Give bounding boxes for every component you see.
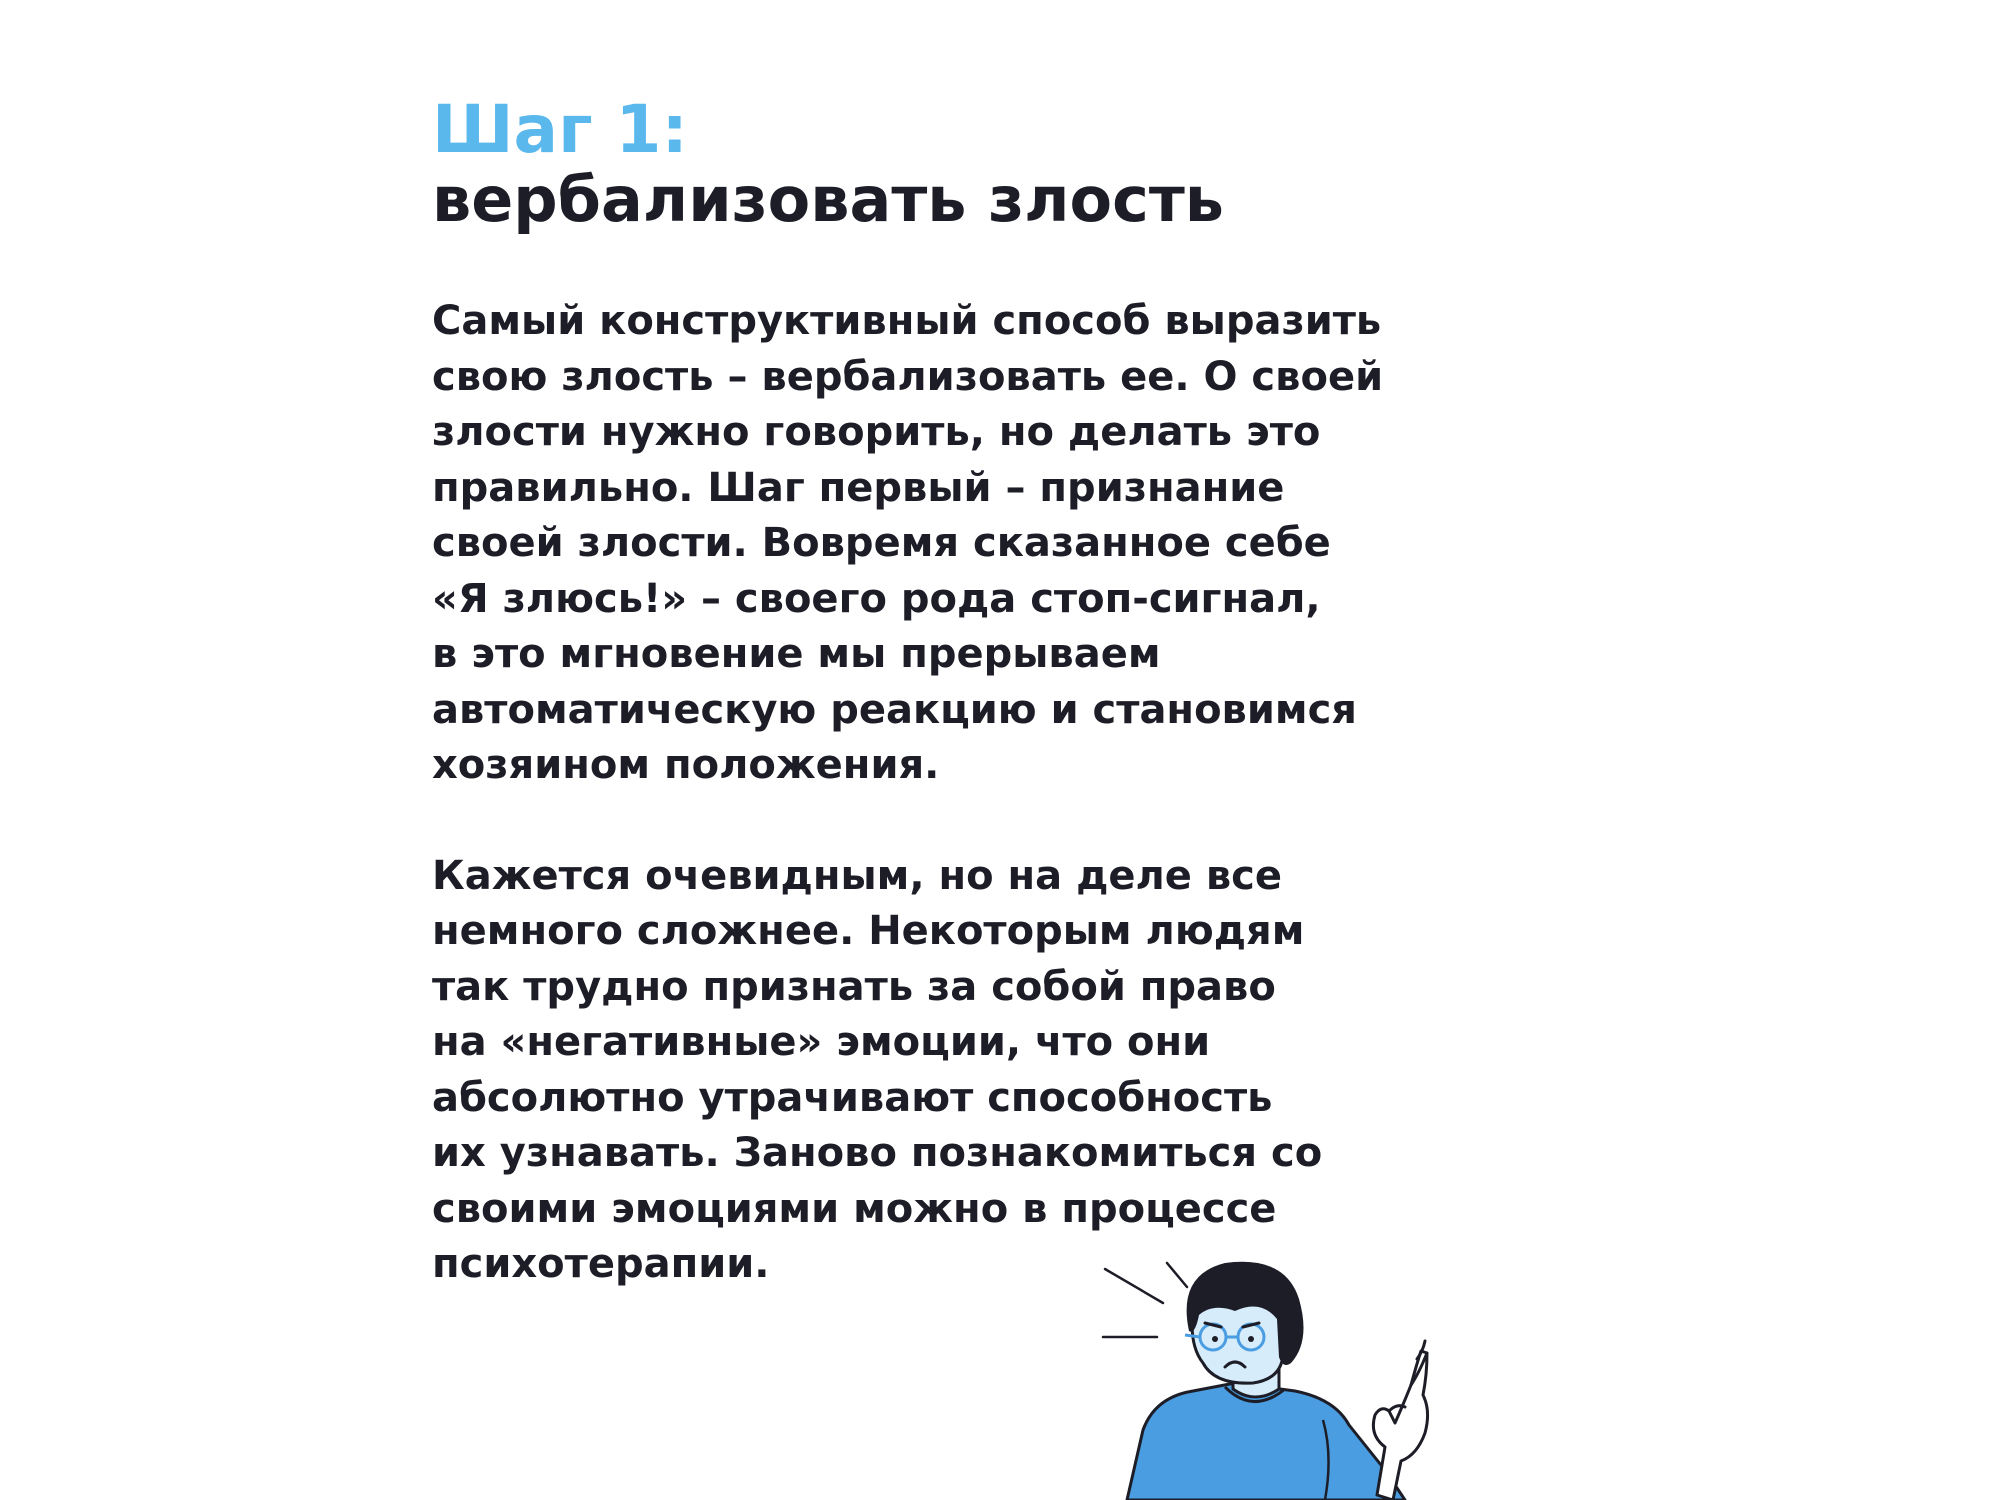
paragraph-line: на «негативные» эмоции, что они	[432, 1019, 1211, 1065]
body-text	[432, 294, 1552, 1293]
paragraph-line: психотерапии.	[432, 1241, 770, 1287]
paragraph-line: их узнавать. Заново познакомиться со	[432, 1130, 1323, 1176]
paragraph-line: автоматическую реакцию и становимся	[432, 686, 1357, 733]
paragraph-line: в это мгновение мы прерываем	[432, 631, 1161, 677]
paragraph-line: хозяином положения.	[432, 742, 940, 788]
hand-gesture-icon	[1373, 1341, 1427, 1500]
paragraph-line: правильно. Шаг первый – признание	[432, 464, 1285, 511]
step-label: Шаг 1:	[432, 91, 688, 168]
paragraph-line: Самый конструктивный способ выразить	[432, 298, 1382, 344]
paragraph-2	[432, 849, 1552, 1293]
paragraph-1	[432, 294, 1552, 794]
paragraph-line: Кажется очевидным, но на деле все	[432, 852, 1282, 899]
frustrated-person-illustration	[1085, 1255, 1485, 1500]
stress-lines-icon	[1103, 1263, 1187, 1337]
paragraph-line: своей злости. Вовремя сказанное себе	[432, 520, 1331, 566]
paragraph-line: абсолютно утрачивают способность	[432, 1074, 1273, 1121]
paragraph-line: так трудно признать за собой право	[432, 963, 1276, 1010]
step-title: вербализовать злость	[432, 163, 1224, 236]
slide-header	[432, 91, 1224, 236]
paragraph-line: немного сложнее. Некоторым людям	[432, 908, 1305, 954]
paragraph-line: злости нужно говорить, но делать это	[432, 409, 1321, 455]
paragraph-line: «Я злюсь!» – своего рода стоп-сигнал,	[432, 575, 1321, 622]
paragraph-line: свою злость – вербализовать ее. О своей	[432, 353, 1384, 400]
paragraph-line: своими эмоциями можно в процессе	[432, 1185, 1277, 1232]
